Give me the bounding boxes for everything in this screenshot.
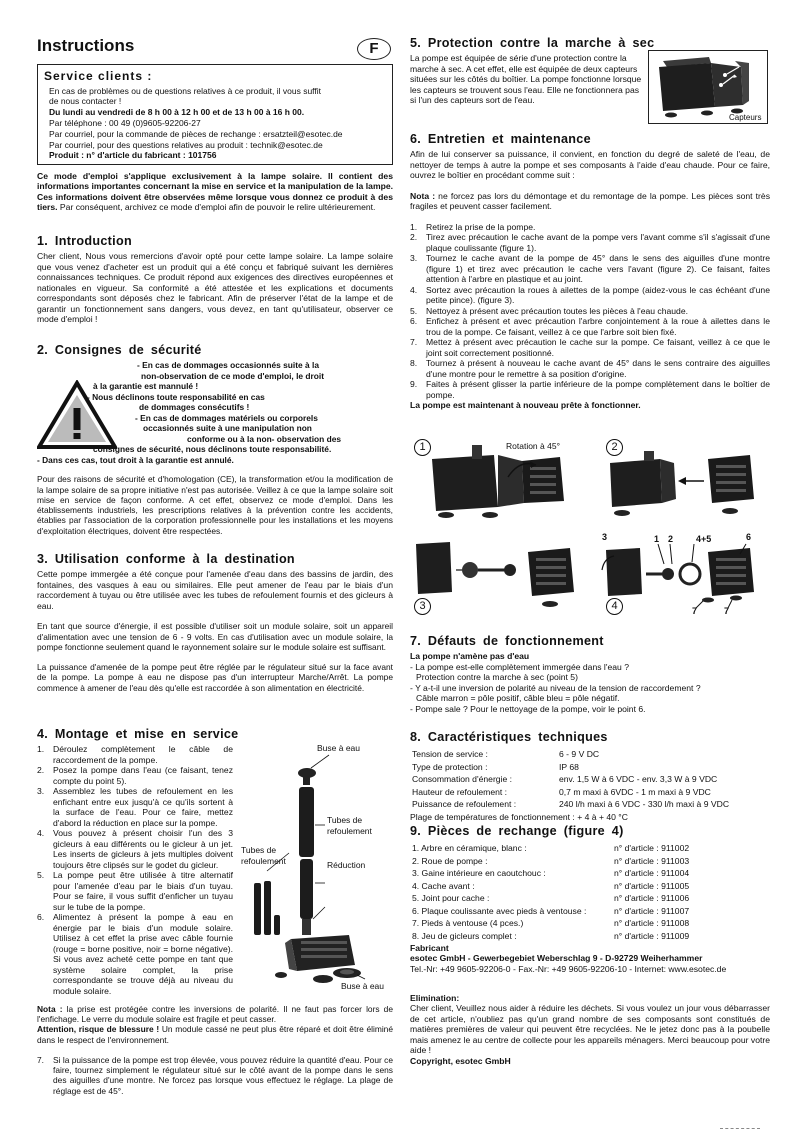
- list-item: 3. Assemblez les tubes de refoulement en les enfichant entre eux jusqu'à ce qu'ils sortent à la surface de l'eau. Pour ce faire, mettez d'abord la réduction en place sur la pompe.: [37, 786, 233, 828]
- section-heading: 9. Pièces de rechange (figure 4): [410, 824, 624, 838]
- fig-number: 3: [414, 598, 431, 615]
- fig-label: Tubes de: [327, 815, 363, 825]
- malfunction-line: - Y a-t-il une inversion de polarité au niveau de la tension de raccordement ?: [410, 682, 701, 693]
- fig-label: Buse à eau: [341, 981, 385, 991]
- list-item: 6. Enfichez à présent et avec précaution l'arbre conjointement à la roue à ailettes dans le trou de la pompe. Ce faisant, veillez à ce que l'arbre soit bien fixé.: [410, 316, 770, 337]
- maintenance-figure-2: [600, 437, 770, 525]
- fig-callout: 7: [692, 606, 698, 616]
- list-item: 6. Alimentez à présent la pompe à eau en énergie par le biais d'un module solaire. Utilisez à cet effet la prise avec câble fournie (rouge = borne positive, noir = borne négative). Si vous avez acheté cette pompe en tant que système solaire complet, la prise correspondante se trouve déjà au niveau du module solaire.: [37, 912, 233, 996]
- warning-line: - En cas de dommages occasionnés suite à la: [137, 360, 319, 371]
- warning-block: [37, 360, 393, 464]
- warning-line: - Nous déclinons toute responsabilité en cas: [87, 391, 265, 402]
- fig-label: Rotation à 45°: [506, 441, 560, 451]
- table-row: 3. Gaine intérieure en caoutchouc : n° d'article : 911004: [412, 868, 690, 879]
- section-specs: [410, 730, 770, 822]
- elim-text: Cher client, Veuillez nous aider à réduire les déchets. Si vous voulez un jour vous débarrasser de cet article, n'oubliez pas qu'un grand nombre de ses composants sont constitués de matières premières de valeur qui peuvent être recyclées. Ne le jetez donc pas à la poubelle mais amenez le au centre de collecte pour les appareils ménagers. Merci beaucoup pour votre aide !: [410, 1003, 770, 1056]
- section-dry-run: [410, 36, 770, 122]
- fig-callout: 3: [602, 532, 608, 542]
- warning-line: non-observation de ce mode d'emploi, le droit: [141, 370, 325, 381]
- page-footer-mark: [720, 1128, 760, 1129]
- section-heading: 4. Montage et mise en service: [37, 727, 239, 741]
- list-item: 3. Tournez le cache avant de la pompe de 45° dans le sens des aiguilles d'une montre (figure 1) et tirez avec précaution le cache vers l'avant (figure 2). Ce faisant, faites attention à l'arbre en plastique et au joint.: [410, 253, 770, 285]
- section-text: Afin de lui conserver sa puissance, il convient, en fonction du degré de saleté de l'eau, de nettoyer de temps à autre la pompe et ses composants à l'aide d'eau chaude. Pour ce faire, ouvrez le boîtier en procédant comme suit :: [410, 149, 770, 181]
- table-row: 1. Arbre en céramique, blanc : n° d'article : 911002: [412, 843, 690, 854]
- intro-notice: [37, 171, 393, 213]
- fig-callout: 2: [668, 534, 674, 544]
- copyright: Copyright, esotec GmbH: [410, 1055, 511, 1066]
- list-item: 1. Déroulez complètement le câble de raccordement de la pompe.: [37, 744, 233, 765]
- list-item: 2. Posez la pompe dans l'eau (ce faisant, tenez compte du point 5).: [37, 765, 233, 786]
- warning-line: occasionnés suite à une manipulation non: [143, 423, 312, 434]
- section-heading: 3. Utilisation conforme à la destination: [37, 552, 295, 566]
- maintenance-note: Nota : ne forcez pas lors du démontage et du remontage de la pompe. Les pièces sont très fragiles et peuvent casser facilement.: [410, 190, 770, 212]
- table-row: 5. Joint pour cache : n° d'article : 911006: [412, 893, 690, 904]
- service-article: Produit : n° d'article du fabricant : 101756: [49, 150, 217, 161]
- warning-line: à la garantie est mannulé !: [93, 381, 199, 392]
- service-box: [37, 64, 393, 165]
- service-heading: Service clients :: [44, 69, 153, 83]
- mounting-attention: Attention, risque de blessure ! Un module cassé ne peut plus être réparé et doit être éliminé dans le respect de l'environnement.: [37, 1024, 394, 1045]
- section-text: Pour des raisons de sécurité et d'homologation (CE), la transformation et/ou la modification de la lampe solaire de sa propre initiative n'est pas autorisée. Veillez à ce que la lampe solaire soit mise en service de façon conforme. A cet effet, observez ce mode d'emploi. Dans les établissements industriels, les prescriptions relatives à la prévention contre les accidents, établies par l'association de la corporation professionnelle pour les installations et les moyens d'exploitation électriques, doivent être respectées.: [37, 474, 393, 536]
- section-text: La puissance d'amenée de la pompe peut être réglée par le régulateur situé sur la face avant de la pompe. La pompe à eau ne dispose pas d'un interrupteur Marche/Arrêt. La pompe commence à amener de l'eau dès qu'elle est raccordée à son alimentation en électricité.: [37, 662, 393, 693]
- warning-lines: [37, 360, 393, 465]
- malfunction-line: Câble marron = pôle positif, câble bleu = pôle négatif.: [416, 693, 620, 704]
- section-introduction: [37, 234, 393, 325]
- fig-number: 4: [606, 598, 623, 615]
- table-row: Hauteur de refoulement : 0,7 m maxi à 6VDC - 1 m maxi à 9 VDC: [412, 786, 711, 797]
- service-line: En cas de problèmes ou de questions relatives à ce produit, il vous suffit: [49, 85, 321, 96]
- language-badge: F: [357, 38, 391, 60]
- malfunction-line: - La pompe est-elle complètement immergée dans l'eau ?: [410, 661, 629, 672]
- service-tech-email: Par courriel, pour des questions relatives au produit : technik@esotec.de: [49, 139, 323, 150]
- section-heading: 7. Défauts de fonctionnement: [410, 634, 604, 648]
- pump-illustration: [410, 437, 600, 525]
- service-phone: Par téléphone : 00 49 (0)9605-92206-27: [49, 117, 201, 128]
- section-heading: 8. Caractéristiques techniques: [410, 730, 608, 744]
- mounting-step-7: [37, 1055, 393, 1096]
- malfunction-line: Protection contre la marche à sec (point 5): [416, 672, 578, 683]
- mounting-note: Nota : la prise est protégée contre les inversions de polarité. Il ne faut pas forcer lors de l'enfichage. Le verre du module solaire est fragile et peut casser.: [37, 1003, 393, 1025]
- section-text: Cette pompe immergée a été conçue pour l'amenée d'eau dans des bassins de jardin, des fontaines, des vasques à eau ou similaires. Elle peut amener de l'eau par le biais d'un raccordement à tuyau ou être utilisée avec les tubes de refoulement fournis et des gicleurs à eau.: [37, 569, 393, 611]
- specs-temp: Plage de températures de fonctionnement : + 4 à + 40 °C: [410, 811, 628, 822]
- section-mounting: [37, 727, 393, 1096]
- section-spare-parts: [410, 824, 770, 943]
- section-elimination: [410, 993, 770, 1066]
- section-heading: 2. Consignes de sécurité: [37, 343, 202, 357]
- elim-label: Elimination:: [410, 993, 460, 1003]
- parts-table: [410, 841, 691, 943]
- maintenance-steps: [410, 222, 770, 400]
- page-title: Instructions: [37, 36, 135, 55]
- service-line: de nous contacter !: [49, 96, 122, 107]
- table-row: 8. Jeu de gicleurs complet : n° d'article : 911009: [412, 930, 690, 941]
- maintenance-figure-1: [410, 437, 600, 525]
- pump-assembly-illustration: [239, 743, 391, 993]
- section-intended-use: [37, 552, 393, 693]
- fig-label: Réduction: [327, 860, 366, 870]
- maker-line: esotec GmbH - Gewerbegebiet Weberschlag 9 - D-92729 Weiherhammer: [410, 953, 703, 964]
- table-row: 6. Plaque coulissante avec pieds à ventouse : n° d'article : 911007: [412, 905, 690, 916]
- fig-label: Tubes de: [241, 845, 277, 855]
- list-item: 1. Retirez la prise de la pompe.: [410, 221, 536, 232]
- table-row: Tension de service : 6 - 9 V DC: [412, 749, 600, 760]
- fig-callout: 4+5: [696, 534, 712, 544]
- list-item: 5. La pompe peut être utilisée à titre alternatif pour l'amenée d'eau par le biais d'un tuyau. Pour se faire, il vous suffit d'enficher un tuyau sur le tube de la pompe.: [37, 870, 233, 912]
- service-hours: Du lundi au vendredi de 8 h 00 à 12 h 00 et de 13 h 00 à 16 h 00.: [49, 107, 305, 118]
- table-row: Type de protection : IP 68: [412, 761, 579, 772]
- warning-line: de dommages consécutifs !: [139, 402, 250, 413]
- list-item: 7. Mettez à présent avec précaution le cache sur la pompe. Ce faisant, veillez à ce que le joint soit correctement positionné.: [410, 337, 770, 358]
- list-item: 4. Vous pouvez à présent choisir l'un des 3 gicleurs à eau différents ou le gicleur à un jet. Les inserts de gicleurs à jets multiples doivent toujours être clipsés sur le godet du gicleur.: [37, 828, 233, 870]
- specs-table: [410, 747, 731, 811]
- fig-label: Buse à eau: [317, 743, 361, 753]
- sensor-figure: [648, 50, 768, 124]
- table-row: Consommation d'énergie : env. 1,5 W à 6 VDC - env. 3,3 W à 9 VDC: [412, 774, 718, 785]
- section-text: La pompe est équipée de série d'une protection contre la marche à sec. A cet effet, elle est équipée de deux capteurs situées sur les côtés du boîtier. La pompe fonctionne lorsque les capteurs se trouvent sous l'eau. Elle ne fonctionnera pas si l'un des capteurs sort de l'eau.: [410, 53, 642, 106]
- maker-contact: Tel.-Nr: +49 9605-92206-0 - Fax.-Nr: +49 9605-92206-10 - Internet: www.esotec.de: [410, 963, 727, 974]
- fig-label: Capteurs: [729, 113, 762, 122]
- section-text: Cher client, Nous vous remercions d'avoir opté pour cette lampe solaire. La lampe solaire que vous venez d'acheter est un produit qui a été conçu et fabriqué suivant les dernières connaissances techniques. Ce produit répond aux exigences des directives européennes et nationales en vigueur. Sa conformité a été attestée et les explications et documents correspondants sont déposés chez le fabricant. Afin de préserver l'état de la lampe et de garantir un fonctionnement sans dangers, vous devez, en tant qu'utilisateur, observer ce mode d'emploi !: [37, 251, 393, 325]
- warning-line: - Dans ces cas, tout droit à la garantie est annulé.: [37, 454, 234, 465]
- list-item: 2. Tirez avec précaution le cache avant de la pompe vers l'avant comme s'il s'agissait d'une plaque coulissante (figure 1).: [410, 232, 770, 253]
- warning-line: - En cas de dommages matériels ou corporels: [135, 412, 318, 423]
- intro-notice-bold: Ce mode d'emploi s'applique exclusivement à la lampe solaire. Il contient des informations importantes concernant la mise en service et la manipulation de la lampe. Ces informations doivent être observées même lorsque vous donnez ce produit à des tiers.: [37, 171, 393, 213]
- fig-number: 2: [606, 439, 623, 456]
- fig-callout: 7: [724, 606, 730, 616]
- table-row: 7. Pieds à ventouse (4 pces.) n° d'article : 911008: [412, 918, 690, 929]
- list-item: 7. Si la puissance de la pompe est trop élevée, vous pouvez réduire la quantité d'eau. Pour ce faire, tournez simplement le régulateur situé sur le côté avant de la pompe dans le sens des aiguilles d'une montre. Ne forcez pas lorsque vous effectuez le réglage. La plage de réglage est de 45°.: [37, 1054, 393, 1096]
- section-heading: 1. Introduction: [37, 234, 132, 248]
- fig-label: refoulement: [241, 856, 286, 866]
- section-text: En tant que source d'énergie, il est possible d'utiliser soit un module solaire, soit un appareil d'alimentation avec une tension de 6 - 9 volts. En cas d'utilisation avec un module solaire, la pompe fonctionne seulement quand le rayonnement solaire sur le module solaire est suffisant.: [37, 621, 393, 652]
- maker-label: Fabricant: [410, 943, 449, 953]
- warning-line: consignes de sécurité, nous déclinons toute responsabilité.: [93, 444, 332, 455]
- fig-label: refoulement: [327, 826, 372, 836]
- table-row: Puissance de refoulement : 240 l/h maxi à 6 VDC - 330 l/h maxi à 9 VDC: [412, 799, 730, 810]
- table-row: 4. Cache avant : n° d'article : 911005: [412, 880, 690, 891]
- malfunction-line: - Pompe sale ? Pour le nettoyage de la pompe, voir le point 6.: [410, 703, 646, 714]
- pump-illustration: [600, 530, 770, 618]
- list-item: 4. Sortez avec précaution la roues à ailettes de la pompe (aidez-vous le cas échéant d'une petite pince). (figure 3).: [410, 284, 770, 306]
- section-manufacturer: [410, 943, 770, 974]
- maintenance-figure-3: [410, 530, 600, 618]
- service-parts-email: Par courriel, pour la commande de pièces de rechange : ersatzteil@esotec.de: [49, 128, 343, 139]
- intro-notice-rest: Par conséquent, archivez ce mode d'emploi afin de pouvoir le relire ultérieurement.: [57, 202, 376, 213]
- section-safety: [37, 343, 393, 536]
- fig-callout: 1: [654, 534, 660, 544]
- maintenance-ready: La pompe est maintenant à nouveau prête à fonctionner.: [410, 400, 641, 411]
- table-row: 2. Roue de pompe : n° d'article : 911003: [412, 855, 690, 866]
- section-malfunctions: [410, 634, 770, 714]
- list-item: 5. Nettoyez à présent avec précaution toutes les pièces à l'eau chaude.: [410, 305, 689, 316]
- list-item: 9. Faites à présent glisser la partie inférieure de la pompe complètement dans le boîtier de pompe.: [410, 379, 770, 400]
- list-item: 8. Tournez à présent à nouveau le cache avant de 45° dans le sens contraire des aiguilles d'une montre pour le remettre à sa position d'origine.: [410, 358, 770, 379]
- pump-illustration: [600, 437, 770, 525]
- section-heading: 5. Protection contre la marche à sec: [410, 36, 655, 50]
- mounting-figure: [239, 743, 391, 993]
- mounting-steps: [37, 744, 233, 996]
- maintenance-figure-4: [600, 530, 770, 618]
- section-maintenance: [410, 132, 770, 411]
- pump-illustration: [410, 530, 600, 618]
- malfunction-sub: La pompe n'amène pas d'eau: [410, 651, 530, 662]
- section-heading: 6. Entretien et maintenance: [410, 132, 591, 146]
- fig-callout: 6: [746, 532, 752, 542]
- warning-line: conforme ou à la non- observation des: [187, 433, 342, 444]
- fig-number: 1: [414, 439, 431, 456]
